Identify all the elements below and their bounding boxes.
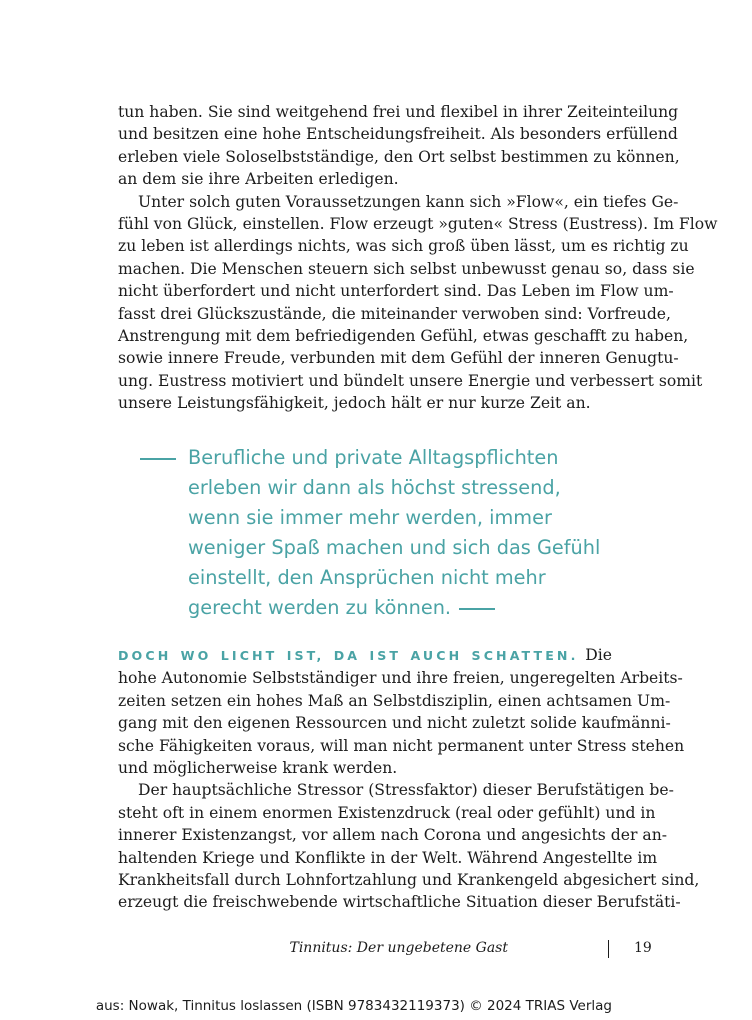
section-lead-in: DOCH WO LICHT IST, DA IST AUCH SCHATTEN. — [118, 648, 579, 663]
text-line: Unter solch guten Voraussetzungen kann sich »Flow«, ein tiefes Ge- — [138, 192, 679, 211]
body-text-top — [118, 101, 718, 415]
text-line — [118, 644, 612, 667]
text-line: gang mit den eigenen Ressourcen und nicht zuletzt solide kaufmänni- — [118, 714, 671, 733]
pull-quote-line — [140, 443, 610, 473]
text-line: zeiten setzen ein hohes Maß an Selbstdisziplin, einen achtsamen Um- — [118, 691, 671, 710]
pull-quote-text: Berufliche und private Alltagspflichten — [188, 446, 559, 469]
pull-quote-line: einstellt, den Ansprüchen nicht mehr — [188, 566, 546, 589]
pull-quote-text: gerecht werden zu können. — [188, 596, 452, 619]
paragraph — [118, 779, 700, 913]
text-line: fühl von Glück, einstellen. Flow erzeugt »guten« Stress (Eustress). Im Flow — [118, 215, 718, 234]
text-line: sche Fähigkeiten voraus, will man nicht permanent unter Stress stehen — [118, 736, 685, 755]
running-title: Tinnitus: Der ungebetene Gast — [289, 940, 508, 956]
text-line: erleben viele Soloselbstständige, den Ort selbst bestimmen zu können, — [118, 147, 680, 166]
text-line: Krankheitsfall durch Lohnfortzahlung und Krankengeld abgesichert sind, — [118, 871, 700, 890]
lead-in-continuation: Die — [578, 646, 612, 664]
paragraph — [118, 644, 685, 779]
pull-quote-line: erleben wir dann als höchst stressend, — [188, 476, 561, 499]
pull-quote — [140, 443, 610, 623]
source-citation: aus: Nowak, Tinnitus loslassen (ISBN 9783432119373) © 2024 TRIAS Verlag — [95, 998, 612, 1014]
text-line: und möglicherweise krank werden. — [118, 759, 398, 778]
text-line: hohe Autonomie Selbstständiger und ihre freien, ungeregelten Arbeits- — [118, 669, 683, 688]
quote-open-dash — [140, 458, 176, 460]
text-line: nicht überfordert und nicht unterfordert sind. Das Leben im Flow um- — [118, 282, 674, 301]
page-footer — [118, 940, 658, 962]
text-line: unsere Leistungsfähigkeit, jedoch hält er nur kurze Zeit an. — [118, 394, 591, 413]
text-line: an dem sie ihre Arbeiten erledigen. — [118, 170, 399, 189]
page-number: 19 — [634, 940, 652, 956]
paragraph — [118, 191, 718, 415]
paragraph — [118, 101, 680, 191]
text-line: tun haben. Sie sind weitgehend frei und flexibel in ihrer Zeiteinteilung — [118, 103, 679, 121]
text-line: sowie innere Freude, verbunden mit dem Gefühl der inneren Genugtu- — [118, 349, 679, 368]
text-line: und besitzen eine hohe Entscheidungsfreiheit. Als besonders erfüllend — [118, 125, 678, 144]
text-line: Anstrengung mit dem befriedigenden Gefühl, etwas geschafft zu haben, — [118, 327, 689, 346]
quote-close-dash — [459, 608, 495, 610]
pull-quote-line: wenn sie immer mehr werden, immer — [188, 506, 552, 529]
text-line: steht oft in einem enormen Existenzdruck (real oder gefühlt) und in — [118, 803, 656, 822]
text-line: fasst drei Glückszustände, die miteinander verwoben sind: Vorfreude, — [118, 304, 671, 323]
text-line: machen. Die Menschen steuern sich selbst unbewusst genau so, dass sie — [118, 259, 695, 278]
text-line: haltenden Kriege und Konflikte in der Welt. Während Angestellte im — [118, 848, 658, 867]
text-line: Der hauptsächliche Stressor (Stressfaktor) dieser Berufstätigen be- — [138, 781, 674, 800]
pull-quote-line: weniger Spaß machen und sich das Gefühl — [188, 536, 601, 559]
text-line: innerer Existenzangst, vor allem nach Corona und angesichts der an- — [118, 826, 668, 845]
text-line: erzeugt die freischwebende wirtschaftliche Situation dieser Berufstäti- — [118, 893, 681, 912]
pull-quote-line — [140, 593, 610, 623]
text-line: zu leben ist allerdings nichts, was sich groß üben lässt, um es richtig zu — [118, 237, 689, 256]
footer-divider — [608, 940, 609, 958]
body-text-bottom — [118, 644, 700, 914]
text-line: ung. Eustress motiviert und bündelt unsere Energie und verbessert somit — [118, 371, 703, 390]
